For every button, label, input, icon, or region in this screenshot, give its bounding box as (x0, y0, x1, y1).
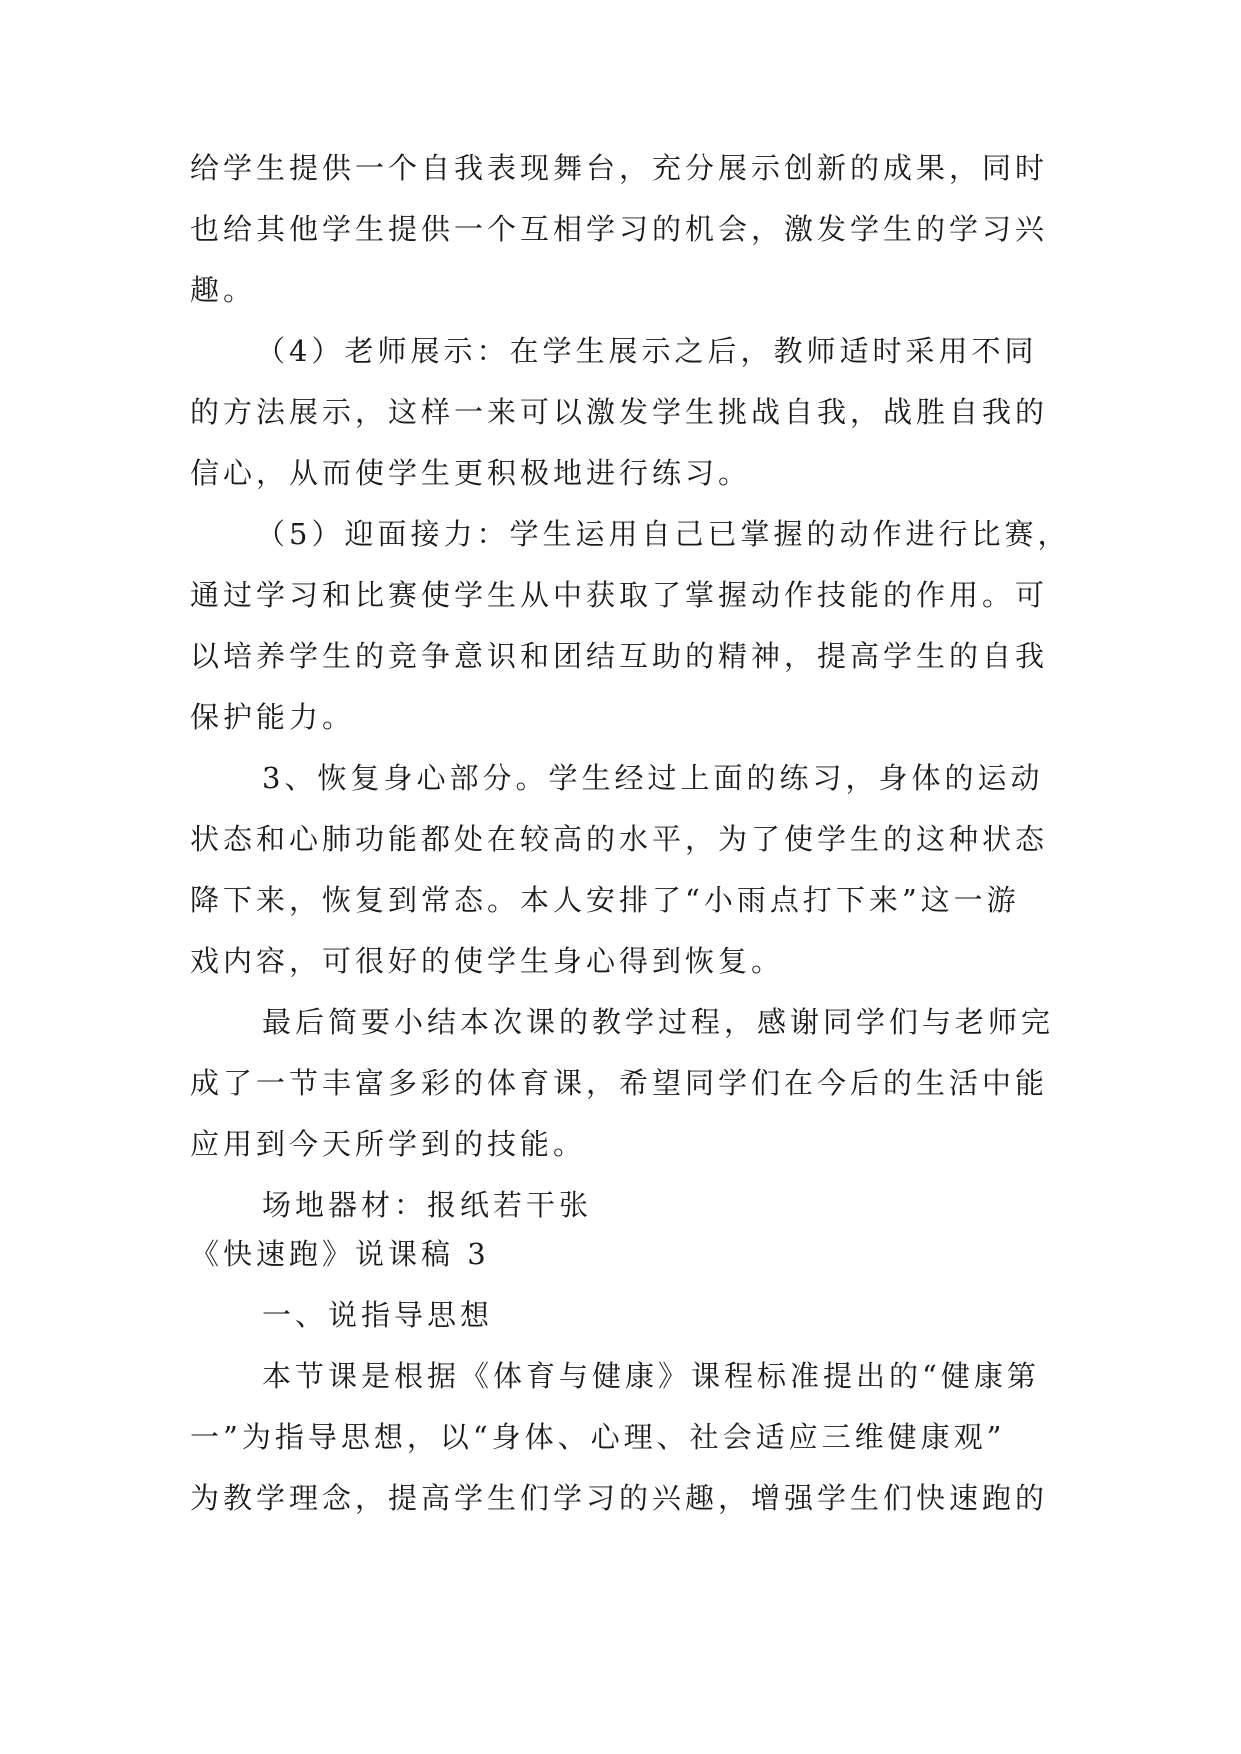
text-line: 降下来，恢复到常态。本人安排了“小雨点打下来”这一游 (190, 883, 1020, 917)
text-line: 戏内容，可很好的使学生身心得到恢复。 (190, 944, 785, 978)
text-line: 场地器材：报纸若干张 (262, 1188, 593, 1222)
section-heading: 一、说指导思想 (262, 1298, 494, 1332)
text-line: 最后简要小结本次课的教学过程，感谢同学们与老师完 (262, 1005, 1055, 1039)
text-line: 一”为指导思想，以“身体、心理、社会适应三维健康观” (190, 1420, 1006, 1454)
text-line: 保护能力。 (190, 700, 356, 734)
text-line: 成了一节丰富多彩的体育课，希望同学们在今后的生活中能 (190, 1066, 1049, 1100)
text-line: 本节课是根据《体育与健康》课程标准提出的“健康第 (262, 1359, 1040, 1393)
text-line: 通过学习和比赛使学生从中获取了掌握动作技能的作用。可 (190, 578, 1049, 612)
body-text-block (190, 138, 1071, 1236)
text-line: 信心，从而使学生更积极地进行练习。 (190, 456, 752, 490)
text-line: （4）老师展示：在学生展示之后，教师适时采用不同 (256, 334, 1038, 368)
text-line: 的方法展示，这样一来可以激发学生挑战自我，战胜自我的 (190, 395, 1049, 429)
text-line: 以培养学生的竞争意识和团结互助的精神，提高学生的自我 (190, 639, 1049, 673)
section-title: 《快速跑》说课稿 3 (190, 1237, 490, 1271)
text-line: 为教学理念，提高学生们学习的兴趣，增强学生们快速跑的 (190, 1481, 1049, 1515)
text-line: 3、恢复身心部分。学生经过上面的练习，身体的运动 (262, 761, 1044, 795)
text-line: 趣。 (190, 273, 257, 307)
text-line: 也给其他学生提供一个互相学习的机会，激发学生的学习兴 (190, 212, 1049, 246)
text-line: 应用到今天所学到的技能。 (190, 1127, 587, 1161)
text-line: 状态和心肺功能都处在较高的水平，为了使学生的这种状态 (190, 822, 1049, 856)
text-line: 给学生提供一个自我表现舞台，充分展示创新的成果，同时 (190, 151, 1049, 185)
text-line: （5）迎面接力：学生运用自己已掌握的动作进行比赛， (256, 517, 1071, 551)
section-block (190, 1224, 1050, 1529)
